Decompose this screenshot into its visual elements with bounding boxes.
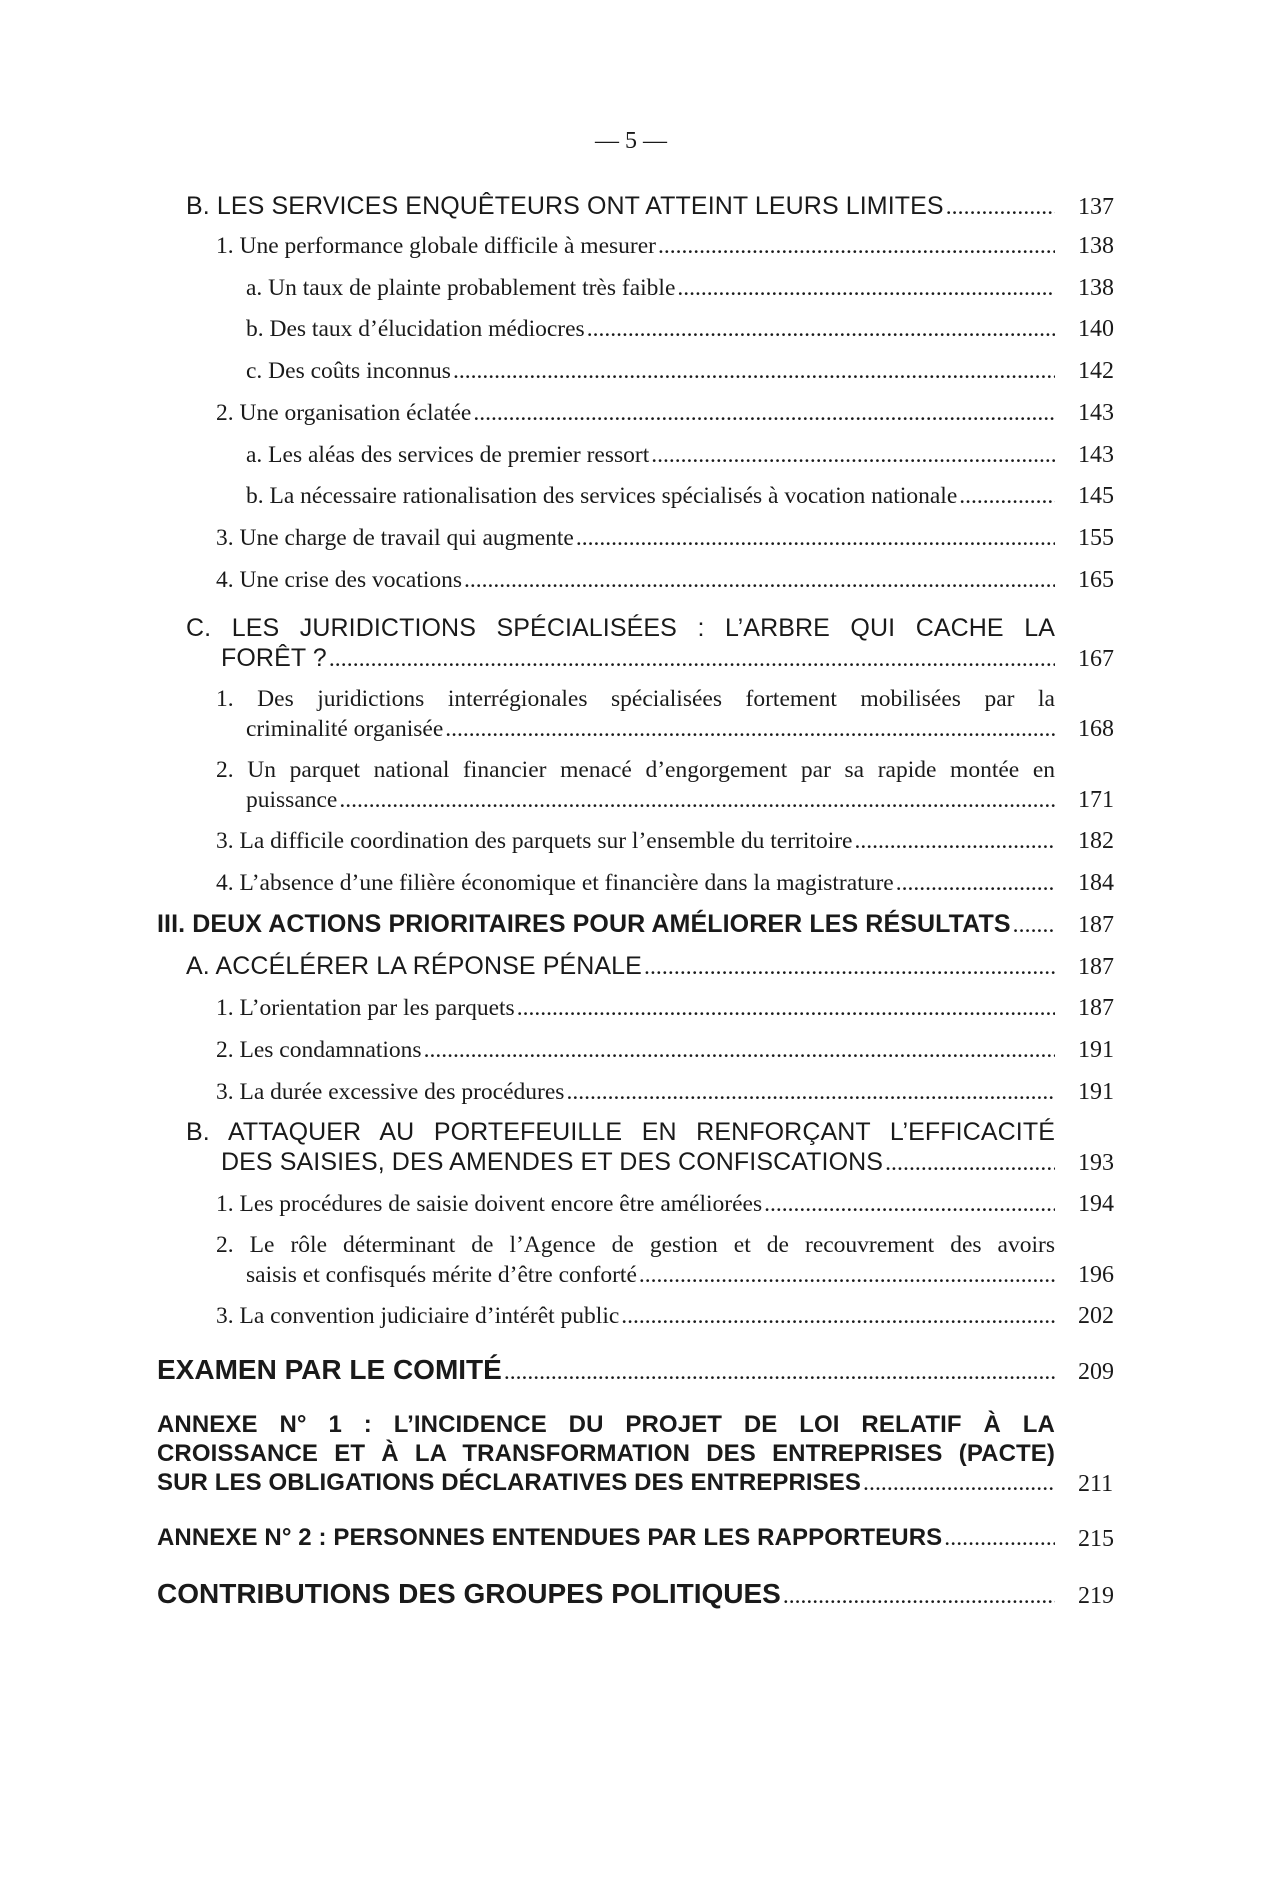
- toc-entry-title-line3: SUR LES OBLIGATIONS DÉCLARATIVES DES ENTREPRISES: [157, 1469, 861, 1496]
- leader-dots: [944, 1525, 1055, 1552]
- leader-dots: [587, 316, 1055, 343]
- leader-dots: [639, 1262, 1055, 1289]
- leader-dots: [658, 233, 1055, 260]
- toc-entry-title-line2: CROISSANCE ET À LA TRANSFORMATION DES ENTREPRISES (PACTE): [157, 1440, 1055, 1467]
- toc-entry-title-line1: B. ATTAQUER AU PORTEFEUILLE EN RENFORÇANT L’EFFICACITÉ: [186, 1118, 1055, 1146]
- toc-entry-title-line1: 2. Le rôle déterminant de l’Agence de gestion et de recouvrement des avoirs: [216, 1232, 1055, 1258]
- toc-entry-title: a. Les aléas des services de premier ressort: [246, 442, 650, 468]
- toc-entry-page: 193: [1078, 1150, 1114, 1176]
- leader-dots: [339, 787, 1055, 814]
- toc-entry-title: 1. Une performance globale difficile à mesurer: [216, 233, 656, 259]
- toc-entry-title-line2: criminalité organisée: [246, 716, 444, 742]
- toc-entry-title: ANNEXE N° 2 : PERSONNES ENTENDUES PAR LES RAPPORTEURS: [157, 1524, 943, 1551]
- toc-entry-page: 138: [1078, 275, 1114, 301]
- toc-entry-page: 165: [1078, 567, 1114, 593]
- leader-dots: [1013, 912, 1055, 939]
- toc-entry-title: EXAMEN PAR LE COMITÉ: [157, 1354, 502, 1385]
- toc-entry-page: 145: [1078, 483, 1114, 509]
- toc-entry-title: 2. Une organisation éclatée: [216, 400, 472, 426]
- toc-entry-page: 155: [1078, 525, 1114, 551]
- toc-entry-page: 215: [1078, 1526, 1114, 1552]
- toc-entry-page: 138: [1078, 233, 1114, 259]
- leader-dots: [464, 567, 1055, 594]
- toc-entry-title-line1: 2. Un parquet national financier menacé d’engorgement par sa rapide montée en: [216, 757, 1055, 783]
- toc-entry-title: 3. La difficile coordination des parquets sur l’ensemble du territoire: [216, 828, 853, 854]
- leader-dots: [445, 716, 1055, 743]
- toc-entry-title: 2. Les condamnations: [216, 1037, 422, 1063]
- toc-entry-page: 167: [1078, 646, 1114, 672]
- toc-entry-page: 202: [1078, 1303, 1114, 1329]
- toc-entry-title-line1: 1. Des juridictions interrégionales spécialisées fortement mobilisées par la: [216, 686, 1055, 712]
- toc-entry-page: 211: [1078, 1471, 1114, 1497]
- toc-entry-title-line2: saisis et confisqués mérite d’être conforté: [246, 1262, 637, 1288]
- leader-dots: [504, 1359, 1055, 1386]
- toc-entry-title: 1. Les procédures de saisie doivent encore être améliorées: [216, 1191, 763, 1217]
- leader-dots: [621, 1303, 1055, 1330]
- leader-dots: [566, 1079, 1055, 1106]
- leader-dots: [644, 954, 1055, 981]
- toc-entry-title-line1: C. LES JURIDICTIONS SPÉCIALISÉES : L’ARBRE QUI CACHE LA: [186, 614, 1055, 642]
- toc-entry-title: c. Des coûts inconnus: [246, 358, 451, 384]
- toc-entry-title-line2: puissance: [246, 787, 338, 813]
- toc-entry-title: B. LES SERVICES ENQUÊTEURS ONT ATTEINT LEURS LIMITES: [186, 192, 944, 220]
- toc-entry-page: 194: [1078, 1191, 1114, 1217]
- toc-entry-page: 187: [1078, 995, 1114, 1021]
- toc-entry-title: 4. Une crise des vocations: [216, 567, 463, 593]
- toc-entry-title-line2: FORÊT ?: [221, 644, 327, 672]
- toc-entry-page: 191: [1078, 1037, 1114, 1063]
- toc-entry-page: 143: [1078, 442, 1114, 468]
- toc-entry-page: 140: [1078, 316, 1114, 342]
- toc-entry-page: 209: [1078, 1359, 1114, 1385]
- leader-dots: [517, 995, 1055, 1022]
- toc-entry-page: 142: [1078, 358, 1114, 384]
- toc-entry-title: CONTRIBUTIONS DES GROUPES POLITIQUES: [157, 1578, 781, 1609]
- toc-entry-title: b. Des taux d’élucidation médiocres: [246, 316, 585, 342]
- toc-entry-title: 3. La convention judiciaire d’intérêt public: [216, 1303, 620, 1329]
- leader-dots: [473, 400, 1055, 427]
- toc-entry-page: 191: [1078, 1079, 1114, 1105]
- toc-entry-title: b. La nécessaire rationalisation des services spécialisés à vocation nationale: [246, 483, 958, 509]
- leader-dots: [946, 194, 1055, 221]
- page-number: — 5 —: [595, 128, 667, 154]
- toc-entry-title: 3. Une charge de travail qui augmente: [216, 525, 574, 551]
- toc-entry-title-line1: ANNEXE N° 1 : L’INCIDENCE DU PROJET DE LOI RELATIF À LA: [157, 1411, 1055, 1438]
- toc-entry-page: 143: [1078, 400, 1114, 426]
- leader-dots: [677, 275, 1055, 302]
- toc-entry-page: 168: [1078, 716, 1114, 742]
- leader-dots: [453, 358, 1055, 385]
- leader-dots: [783, 1583, 1055, 1610]
- leader-dots: [424, 1037, 1055, 1064]
- toc-entry-title: A. ACCÉLÉRER LA RÉPONSE PÉNALE: [186, 952, 642, 980]
- leader-dots: [959, 483, 1055, 510]
- leader-dots: [896, 870, 1055, 897]
- leader-dots: [764, 1191, 1055, 1218]
- leader-dots: [651, 442, 1055, 469]
- toc-entry-page: 187: [1078, 912, 1114, 938]
- toc-entry-page: 187: [1078, 954, 1114, 980]
- toc-entry-page: 182: [1078, 828, 1114, 854]
- leader-dots: [863, 1470, 1055, 1497]
- toc-entry-title: III. DEUX ACTIONS PRIORITAIRES POUR AMÉLIORER LES RÉSULTATS: [157, 910, 1011, 938]
- leader-dots: [329, 646, 1055, 673]
- leader-dots: [854, 828, 1055, 855]
- toc-entry-title-line2: DES SAISIES, DES AMENDES ET DES CONFISCATIONS: [221, 1148, 884, 1176]
- toc-entry-page: 171: [1078, 787, 1114, 813]
- toc-entry-title: 3. La durée excessive des procédures: [216, 1079, 565, 1105]
- leader-dots: [576, 525, 1055, 552]
- toc-entry-page: 137: [1078, 194, 1114, 220]
- toc-entry-title: 1. L’orientation par les parquets: [216, 995, 515, 1021]
- leader-dots: [885, 1150, 1055, 1177]
- toc-entry-page: 196: [1078, 1262, 1114, 1288]
- toc-entry-page: 219: [1078, 1583, 1114, 1609]
- toc-entry-page: 184: [1078, 870, 1114, 896]
- toc-entry-title: a. Un taux de plainte probablement très faible: [246, 275, 676, 301]
- toc-entry-title: 4. L’absence d’une filière économique et financière dans la magistrature: [216, 870, 894, 896]
